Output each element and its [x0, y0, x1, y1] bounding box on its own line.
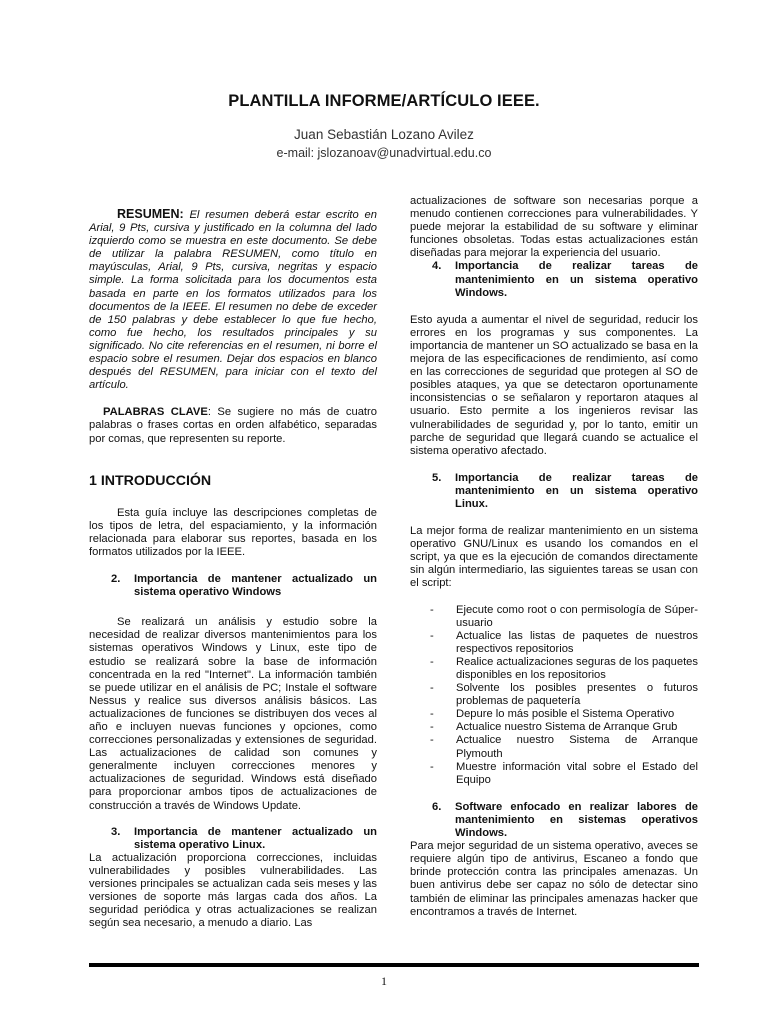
keywords-label: PALABRAS CLAVE	[103, 406, 208, 419]
section-6-paragraph: Para mejor seguridad de un sistema operativo, aveces se requiere algún tipo de antivirus, Escaneo a fondo que brinde protección contra las principales amenazas. Un buen antivirus debe ser capaz no sólo de detectar sino también de eliminar las principales amenazas hacker que encontramos a través de Internet.	[410, 840, 698, 918]
list-item: - Solvente los posibles presentes o futuros problemas de paquetería	[430, 682, 698, 708]
section-4-number: 4.	[432, 260, 442, 273]
section-2-title: Importancia de mantener actualizado un sistema operativo Windows	[134, 573, 377, 599]
right-column	[410, 195, 698, 919]
intro-paragraph: Esta guía incluye las descripciones completas de los tipos de letra, del espaciamiento, y la información relacionada para elaborar sus reportes, basada en los formatos utilizados por la IEEE.	[89, 506, 377, 558]
author-email: e-mail: jslozanoav@unadvirtual.edu.co	[276, 146, 492, 160]
section-3-title: Importancia de mantener actualizado un sistema operativo Linux.	[134, 825, 377, 851]
section-3-paragraph-right: actualizaciones de software son necesarias porque a menudo contienen correcciones para vulnerabilidades. Y puede mejorar la estabilidad de su software y eliminar funciones obsoletas. Todas estas actualizaciones están diseñadas para mejorar la experiencia del usuario.	[410, 195, 698, 260]
keywords-text: : Se sugiere no más de cuatro palabras o frases cortas en orden alfabético, separadas por comas, que representen su reporte.	[89, 406, 377, 445]
section-6-number: 6.	[432, 800, 442, 813]
section-6-heading	[410, 801, 698, 840]
list-item: - Actualice nuestro Sistema de Arranque Grub	[430, 721, 678, 734]
list-item: - Actualice las listas de paquetes de nuestros respectivos repositorios	[430, 629, 698, 655]
intro-heading: 1 INTRODUCCIÓN	[89, 472, 212, 489]
list-item: - Ejecute como root o con permisología de Súper-usuario	[430, 603, 698, 629]
list-item: - Depure lo más posible el Sistema Operativo	[430, 708, 675, 721]
abstract-label: RESUMEN:	[117, 207, 184, 221]
section-3-paragraph-left: La actualización proporciona correcciones, incluidas vulnerabilidades y posibles vulnerabilidades. Las versiones principales se actualizan cada seis meses y las versiones de soporte más largas cada dos años. La seguridad periódica y otras actualizaciones se realizan según sea necesario, a menudo a diario. Las	[89, 851, 377, 930]
list-item: - Actualice nuestro Sistema de Arranque Plymouth	[430, 734, 698, 760]
section-6-title: Software enfocado en realizar labores de mantenimiento en sistemas operativos Windows.	[455, 800, 698, 840]
page-number: 1	[381, 974, 387, 988]
paper-title: PLANTILLA INFORME/ARTÍCULO IEEE.	[228, 92, 540, 110]
section-4-title: Importancia de realizar tareas de mantenimiento en un sistema operativo Windows.	[455, 260, 698, 299]
list-item: - Realice actualizaciones seguras de los paquetes disponibles en los repositorios	[430, 655, 698, 681]
section-2-paragraph: Se realizará un análisis y estudio sobre la necesidad de realizar diversos mantenimientos para los sistemas operativos Windows y Linux, este tipo de estudio se realizará sobre la base de información concentrada en la red "Internet". La información también se puede utilizar en el análisis de PC; Instale el software Nessus y realice sus diversos análisis básicos. Las actualizaciones de funciones se distribuyen dos veces al año e incluyen nuevas funciones y opciones, como correcciones personalizadas y extensiones de seguridad. Las actualizaciones de calidad son comunes y generalmente incluyen correcciones menores y actualizaciones de seguridad. Windows está diseñado para proporcionar ambos tipos de actualizaciones de construcción a través de Windows Update.	[89, 616, 377, 812]
author-name: Juan Sebastián Lozano Avilez	[294, 127, 474, 142]
section-4-heading	[410, 260, 698, 299]
section-5-title: Importancia de realizar tareas de mantenimiento en un sistema operativo Linux.	[455, 471, 698, 510]
section-5-number: 5.	[432, 471, 442, 484]
section-5-paragraph: La mejor forma de realizar mantenimiento en un sistema operativo GNU/Linux es usando los comandos en el script, ya que es la ejecución de comandos directamente sin algún intermediario, las siguientes tareas se usan con el script:	[410, 525, 698, 590]
section-5-heading	[410, 472, 698, 511]
section-3-number: 3.	[111, 825, 121, 838]
section-2-number: 2.	[111, 573, 121, 586]
abstract	[89, 208, 377, 392]
task-list	[410, 604, 698, 787]
abstract-text: El resumen deberá estar escrito en Arial, 9 Pts, cursiva y justificado en la columna del lado izquierdo como se muestra en este documento. Se debe de utilizar la palabra RESUMEN, como título en mayúsculas, Arial, 9 Pts, cursiva, negritas y espacio simple. La forma solicitada para los documentos esta basada en parte en los formatos utilizados para los documentos de la IEEE. El resumen no debe de exceder de 150 palabras y debe establecer lo que fue hecho, como fue hecho, los resultados principales y su significado. No cite referencias en el resumen, ni borre el espacio sobre el resumen. Dejar dos espacios en blanco después del RESUMEN, para iniciar con el texto del artículo.	[89, 209, 377, 392]
section-2-heading	[89, 573, 377, 599]
list-item: - Muestre información vital sobre el Estado del Equipo	[430, 760, 698, 786]
section-3-heading	[89, 826, 377, 852]
section-4-paragraph: Esto ayuda a aumentar el nivel de seguridad, reducir los errores en los programas y sus componentes. La importancia de mantener un SO actualizado se basa en la mejora de las especificaciones de rendimiento, así como en las correcciones de seguridad que protegen al SO de posibles ataques, ya que se detectaron oportunamente inconsistencias o se señalaron y reportaron ataques al usuario. Esto permite a los ingenieros revisar las vulnerabilidades de seguridad y, por lo tanto, emitir un parche de seguridad que llegará cuando se actualice el sistema operativo afectado.	[410, 313, 698, 457]
footer-rule	[89, 963, 699, 967]
keywords	[89, 406, 377, 445]
left-column	[89, 208, 377, 930]
